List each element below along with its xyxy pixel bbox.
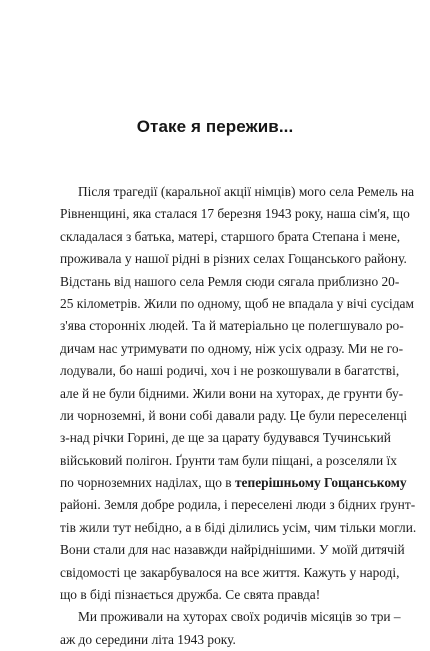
text-line: проживала у нашої рідні в різних селах Гощанського району. <box>60 251 407 267</box>
text-line: військовий полігон. Ґрунти там були піщані, а розселяли їх <box>60 452 397 468</box>
text-line-part: по чорноземних наділах, що в <box>60 475 235 491</box>
text-line: свідомості це закарбувалося на все життя. Кажуть у народі, <box>60 564 400 580</box>
text-line: що в біді пізнається дружба. Се свята правда! <box>60 587 321 603</box>
text-line-with-emphasis <box>60 472 407 494</box>
text-line: ли чорноземні, й вони собі давали раду. Це були переселенці <box>60 407 408 423</box>
text-line: тів жили тут небідно, а в біді ділились усім, чим тільки могли. <box>60 519 417 535</box>
text-line: аж до середини літа 1943 року. <box>60 631 236 647</box>
chapter-title: Отаке я пережив... <box>136 117 294 136</box>
text-line: районі. Земля добре родила, і переселені люди з бідних ґрунт- <box>60 497 416 513</box>
text-line: лодували, бо наші родичі, хоч і не розкошували в багатстві, <box>60 363 400 379</box>
text-line: Вони стали для нас назавжди найріднішими. У моїй дитячій <box>60 542 405 558</box>
text-line: Відстань від нашого села Ремля сюди сягала приблизно 20- <box>60 273 400 289</box>
text-line: з-над річки Горині, де ще за царату будувався Тучинський <box>60 430 391 446</box>
text-line: Рівненщині, яка сталася 17 березня 1943 року, наша сім'я, що <box>60 206 410 222</box>
body-text <box>60 181 417 651</box>
paragraph-2 <box>60 606 401 651</box>
paragraph-1 <box>60 181 417 606</box>
emphasized-phrase: теперішньому Гощанському <box>234 475 407 491</box>
text-line: дичам нас утримувати по одному, ніж усіх одразу. Ми не го- <box>60 340 404 356</box>
text-line: Після трагедії (каральної акції німців) мого села Ремель на <box>78 184 415 199</box>
text-line: але й не були бідними. Жили вони на хуторах, де грунти бу- <box>60 385 404 401</box>
text-line: Ми проживали на хуторах своїх родичів місяців зо три – <box>78 609 401 625</box>
text-line: з'ява сторонніх людей. Та й матеріально це полегшувало ро- <box>60 318 404 334</box>
text-line: складалася з батька, матері, старшого брата Степана і мене, <box>60 228 401 244</box>
text-line: 25 кілометрів. Жили по одному, щоб не впадала у вічі сусідам <box>60 295 414 311</box>
